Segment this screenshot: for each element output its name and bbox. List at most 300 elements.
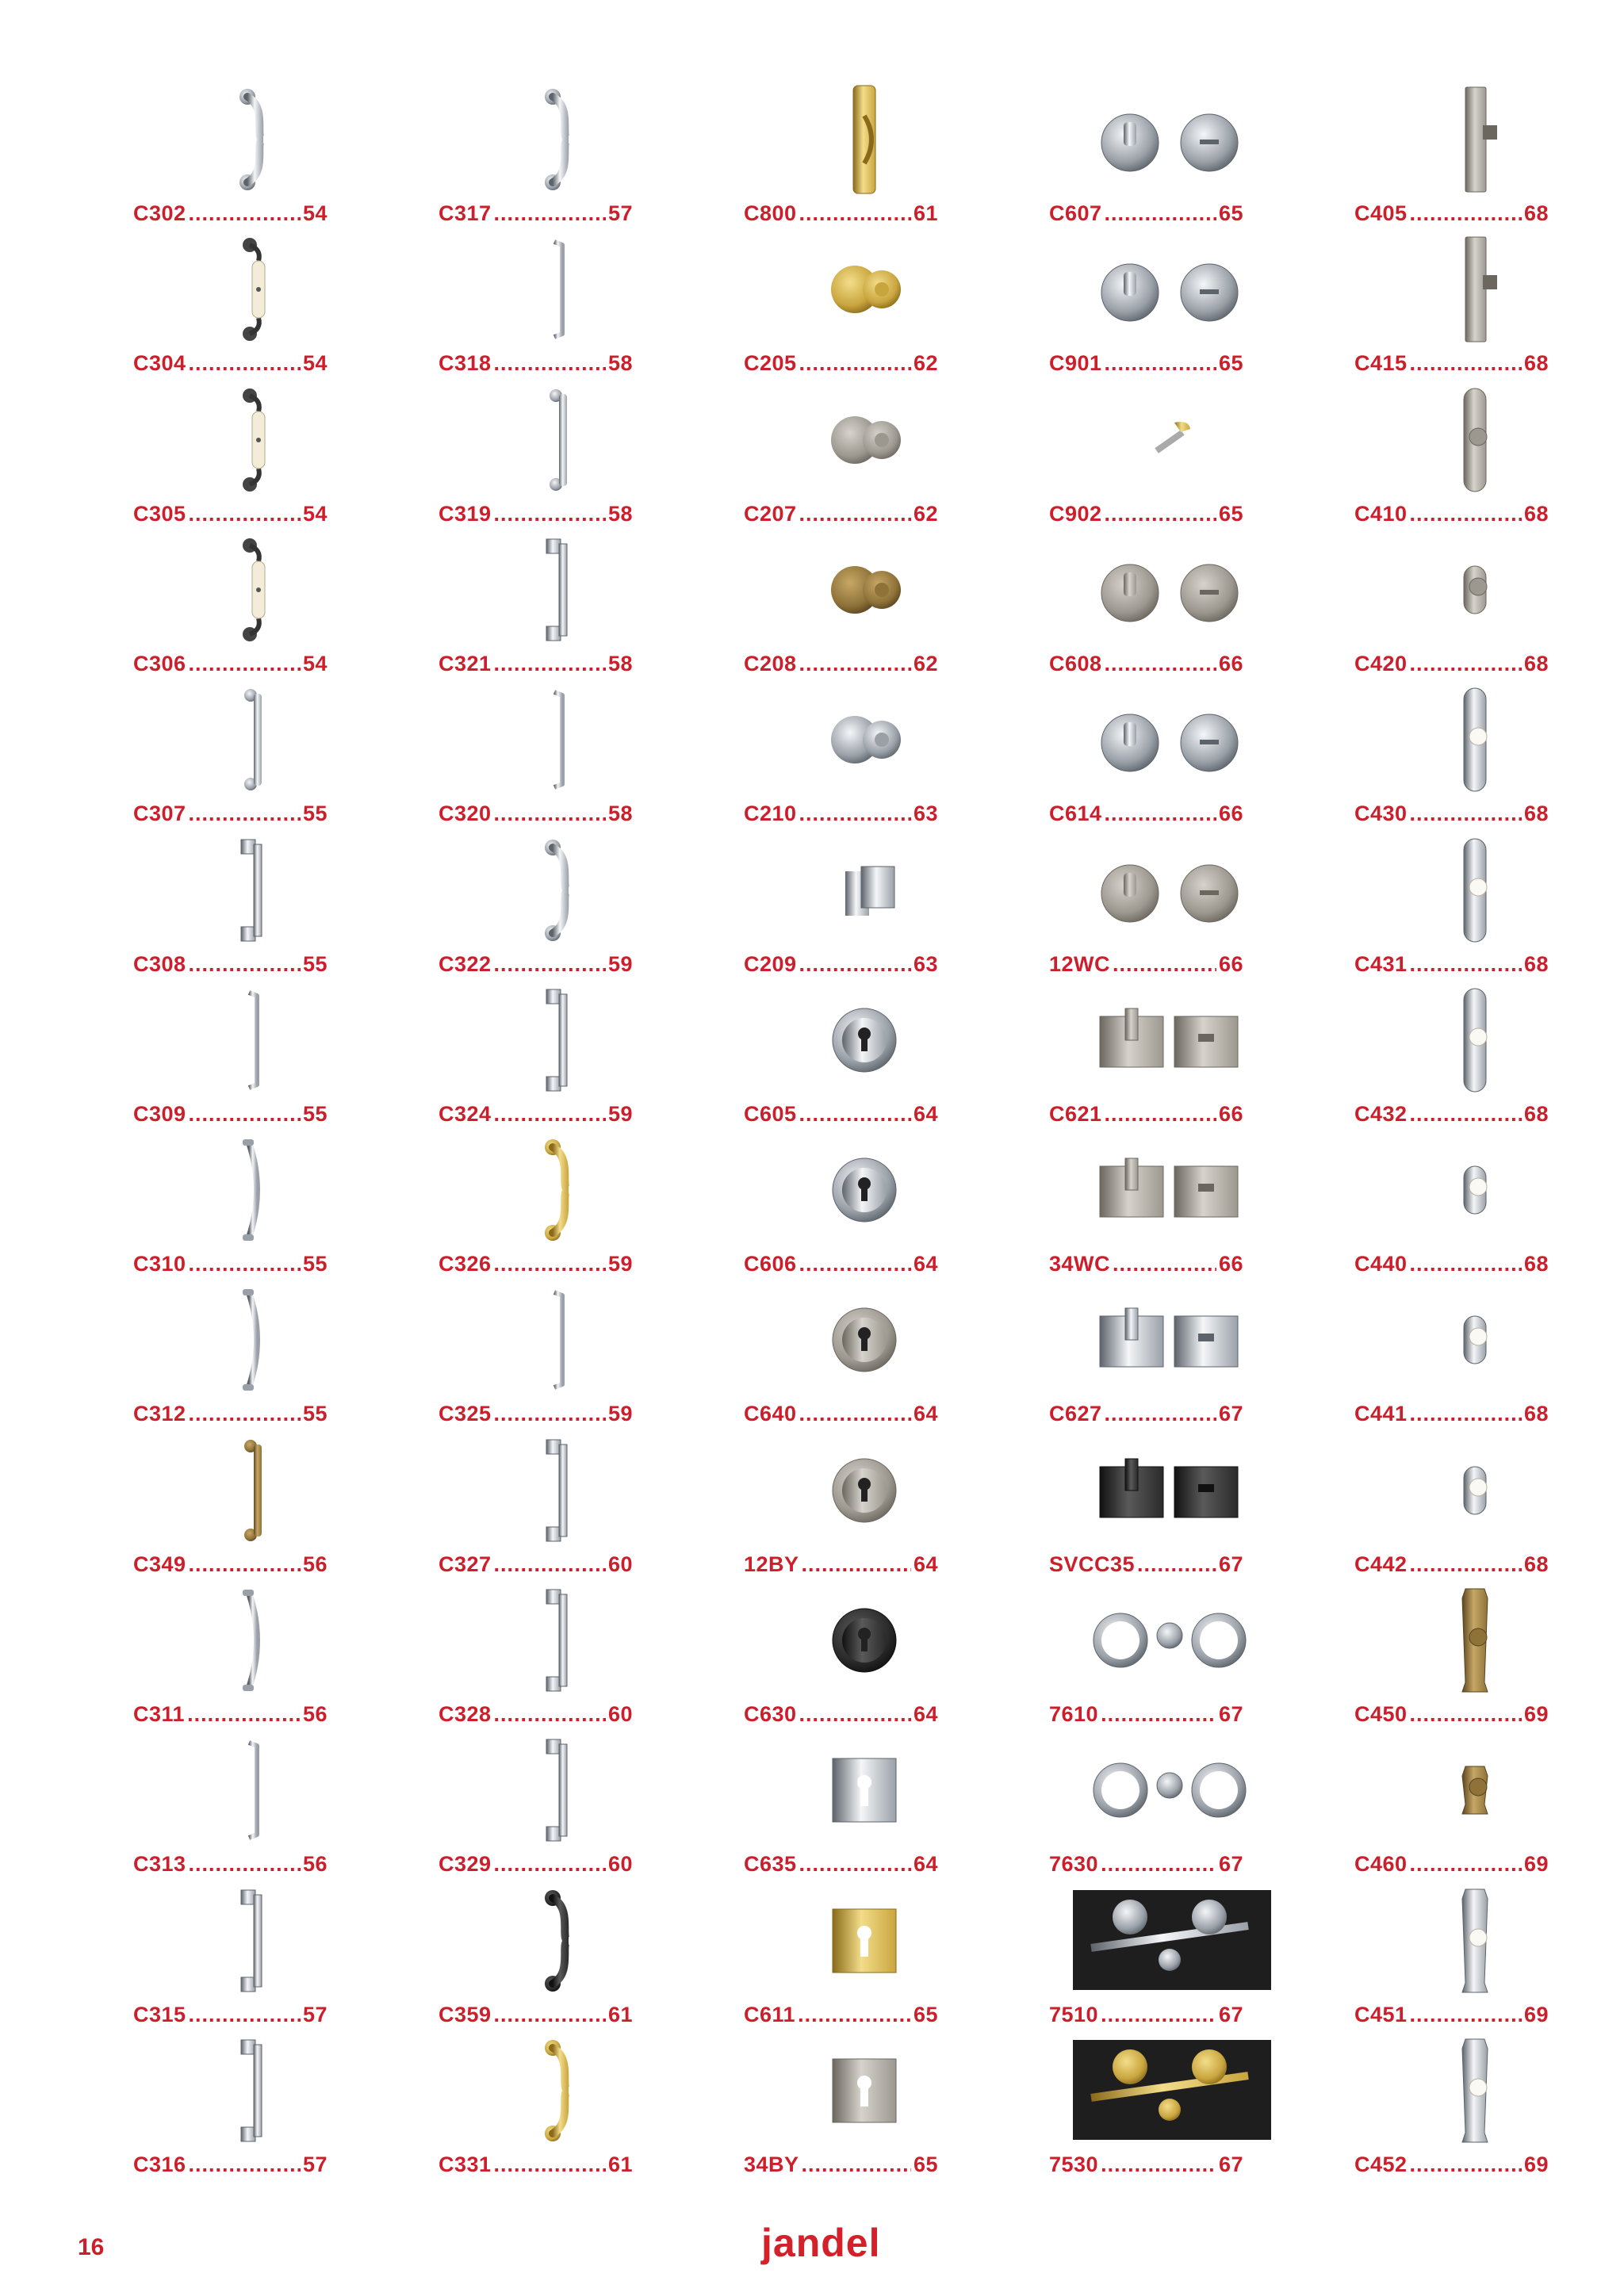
product-entry bbox=[432, 76, 670, 227]
dot-leader bbox=[802, 1552, 911, 1577]
product-code: C315 bbox=[133, 2003, 186, 2026]
product-code: 12BY bbox=[744, 1552, 799, 1576]
product-code: 7510 bbox=[1049, 2003, 1099, 2026]
product-caption bbox=[133, 652, 327, 676]
dot-leader bbox=[1105, 652, 1216, 676]
round-euro-escutcheon-chrome-icon bbox=[817, 1135, 912, 1246]
product-entry bbox=[1348, 1127, 1586, 1277]
dot-leader bbox=[802, 2152, 911, 2177]
dot-leader bbox=[799, 1702, 911, 1727]
product-entry bbox=[1348, 676, 1586, 827]
square-euro-escutcheon-brass-icon bbox=[817, 1885, 912, 1996]
product-entry bbox=[737, 1877, 975, 2028]
product-caption bbox=[439, 1552, 633, 1577]
product-page-ref: 63 bbox=[913, 802, 938, 825]
product-page-ref: 64 bbox=[913, 1702, 938, 1726]
product-entry bbox=[737, 827, 975, 978]
product-code: C329 bbox=[439, 1852, 492, 1876]
product-entry bbox=[432, 2027, 670, 2178]
product-caption bbox=[133, 1552, 327, 1577]
product-page-ref: 68 bbox=[1523, 502, 1549, 526]
product-page-ref: 65 bbox=[913, 2003, 938, 2026]
pull-handle-porcelain-icon bbox=[206, 234, 301, 345]
product-code: 7610 bbox=[1049, 1702, 1099, 1726]
product-image bbox=[817, 1135, 912, 1246]
product-caption bbox=[439, 802, 633, 826]
product-page-ref: 54 bbox=[302, 502, 327, 526]
product-entry bbox=[127, 1577, 365, 1728]
product-caption bbox=[1049, 1402, 1243, 1426]
dot-leader bbox=[1101, 2003, 1216, 2027]
dot-leader bbox=[494, 1852, 606, 1877]
product-code: C318 bbox=[439, 351, 492, 375]
product-image bbox=[511, 84, 607, 195]
product-caption bbox=[744, 952, 938, 977]
product-page-ref: 66 bbox=[1218, 802, 1243, 825]
product-page-ref: 61 bbox=[607, 2152, 633, 2176]
product-page-ref: 68 bbox=[1523, 652, 1549, 675]
product-caption bbox=[439, 2152, 633, 2177]
product-image bbox=[511, 985, 607, 1096]
product-entry bbox=[737, 676, 975, 827]
product-code: C606 bbox=[744, 1252, 797, 1276]
product-entry bbox=[432, 827, 670, 978]
product-caption bbox=[133, 201, 327, 226]
product-image bbox=[206, 1885, 301, 1996]
product-page-ref: 60 bbox=[607, 1852, 633, 1876]
product-image bbox=[206, 1585, 301, 1696]
product-image bbox=[817, 84, 912, 195]
dot-leader bbox=[1113, 1252, 1216, 1276]
dot-leader bbox=[189, 2152, 301, 2177]
product-code: SVCC35 bbox=[1049, 1552, 1136, 1576]
product-entry bbox=[1043, 827, 1281, 978]
dot-leader bbox=[189, 1852, 301, 1877]
satin-slide-bolt-icon bbox=[1427, 84, 1522, 195]
product-code: C440 bbox=[1354, 1252, 1408, 1276]
dot-leader bbox=[1410, 1852, 1522, 1877]
product-caption bbox=[1354, 201, 1549, 226]
product-page-ref: 61 bbox=[913, 201, 938, 225]
product-image bbox=[206, 234, 301, 345]
product-code: C327 bbox=[439, 1552, 492, 1576]
product-caption bbox=[439, 1102, 633, 1127]
product-caption bbox=[1354, 502, 1549, 526]
product-code: C441 bbox=[1354, 1402, 1408, 1425]
dot-leader bbox=[799, 351, 911, 376]
product-caption bbox=[439, 2003, 633, 2027]
product-image bbox=[206, 2035, 301, 2146]
product-code: C322 bbox=[439, 952, 492, 976]
pull-handle-brass-ornate-icon bbox=[511, 1135, 607, 1246]
product-page-ref: 66 bbox=[1218, 1102, 1243, 1126]
product-entry bbox=[1348, 526, 1586, 677]
product-caption bbox=[1049, 1102, 1243, 1127]
product-entry bbox=[1348, 977, 1586, 1127]
product-code: C359 bbox=[439, 2003, 492, 2026]
product-code: C313 bbox=[133, 1852, 186, 1876]
dot-leader bbox=[1101, 1702, 1216, 1727]
pull-handle-slim-icon bbox=[206, 1735, 301, 1846]
dot-leader bbox=[494, 1102, 606, 1127]
dot-leader bbox=[494, 1552, 606, 1577]
product-entry bbox=[432, 977, 670, 1127]
product-image bbox=[1122, 1735, 1217, 1846]
product-image bbox=[1122, 385, 1217, 496]
product-code: C331 bbox=[439, 2152, 492, 2176]
product-image bbox=[817, 684, 912, 795]
product-image bbox=[511, 835, 607, 946]
product-caption bbox=[1354, 1252, 1549, 1276]
product-entry bbox=[1043, 1877, 1281, 2028]
product-code: C349 bbox=[133, 1552, 186, 1576]
product-entry bbox=[127, 526, 365, 677]
product-code: C902 bbox=[1049, 502, 1102, 526]
product-caption bbox=[1049, 201, 1243, 226]
product-page-ref: 68 bbox=[1523, 201, 1549, 225]
pull-handle-square-rose-icon bbox=[206, 1885, 301, 1996]
product-image bbox=[511, 534, 607, 645]
dot-leader bbox=[799, 201, 911, 226]
product-page-ref: 58 bbox=[607, 351, 633, 375]
small-plate-porcelain-knob-icon bbox=[1427, 1135, 1522, 1246]
product-entry bbox=[1348, 226, 1586, 377]
product-image bbox=[1122, 1135, 1217, 1246]
product-page-ref: 66 bbox=[1218, 1252, 1243, 1276]
brass-door-knob-icon bbox=[817, 234, 912, 345]
product-caption bbox=[133, 502, 327, 526]
dot-leader bbox=[189, 1102, 301, 1127]
product-page-ref: 68 bbox=[1523, 1402, 1549, 1425]
product-caption bbox=[133, 802, 327, 826]
product-code: C410 bbox=[1354, 502, 1408, 526]
product-page-ref: 64 bbox=[913, 1552, 938, 1576]
product-caption bbox=[133, 952, 327, 977]
pull-handle-bow-icon bbox=[206, 84, 301, 195]
dot-leader bbox=[1105, 201, 1216, 226]
product-page-ref: 63 bbox=[913, 952, 938, 976]
chrome-mushroom-knob-icon bbox=[817, 684, 912, 795]
product-page-ref: 58 bbox=[607, 652, 633, 675]
product-image bbox=[1427, 985, 1522, 1096]
dot-leader bbox=[1410, 1252, 1522, 1276]
dot-leader bbox=[1137, 1552, 1216, 1577]
small-ornate-plate-bronze-icon bbox=[1427, 1735, 1522, 1846]
sliding-lock-kit-chrome-icon bbox=[1122, 1885, 1217, 1996]
small-plate-porcelain-knob-icon bbox=[1427, 1284, 1522, 1395]
square-euro-escutcheon-chrome-icon bbox=[817, 1735, 912, 1846]
product-page-ref: 65 bbox=[913, 2152, 938, 2176]
product-entry bbox=[432, 377, 670, 527]
dot-leader bbox=[799, 1252, 911, 1276]
product-page-ref: 55 bbox=[302, 952, 327, 976]
oval-plate-knob-satin-icon bbox=[1427, 385, 1522, 496]
product-caption bbox=[1354, 2003, 1549, 2027]
product-caption bbox=[1354, 351, 1549, 376]
product-caption bbox=[1049, 351, 1243, 376]
pull-handle-square-rose-icon bbox=[206, 835, 301, 946]
product-image bbox=[817, 1284, 912, 1395]
product-entry bbox=[1348, 1727, 1586, 1877]
product-page-ref: 58 bbox=[607, 502, 633, 526]
product-entry bbox=[432, 1427, 670, 1578]
product-page-ref: 54 bbox=[302, 652, 327, 675]
product-page-ref: 58 bbox=[607, 802, 633, 825]
product-caption bbox=[439, 652, 633, 676]
product-entry bbox=[432, 526, 670, 677]
product-page-ref: 59 bbox=[607, 952, 633, 976]
product-entry bbox=[1043, 1577, 1281, 1728]
dot-leader bbox=[189, 502, 301, 526]
product-entry bbox=[432, 676, 670, 827]
product-entry bbox=[1043, 1276, 1281, 1427]
product-code: C305 bbox=[133, 502, 186, 526]
pull-handle-square-rose-icon bbox=[511, 1585, 607, 1696]
dot-leader bbox=[494, 201, 606, 226]
product-image bbox=[817, 1585, 912, 1696]
product-page-ref: 67 bbox=[1218, 1402, 1243, 1425]
product-page-ref: 69 bbox=[1523, 1702, 1549, 1726]
product-image bbox=[817, 835, 912, 946]
product-entry bbox=[1043, 377, 1281, 527]
product-code: 7630 bbox=[1049, 1852, 1099, 1876]
product-page-ref: 57 bbox=[607, 201, 633, 225]
pull-handle-porcelain-icon bbox=[206, 385, 301, 496]
product-image bbox=[1427, 1585, 1522, 1696]
brass-t-key-icon bbox=[1122, 385, 1217, 496]
dot-leader bbox=[189, 652, 301, 676]
dot-leader bbox=[1101, 2152, 1216, 2177]
product-code: C210 bbox=[744, 802, 797, 825]
pull-handle-thin-icon bbox=[511, 684, 607, 795]
product-caption bbox=[744, 1252, 938, 1276]
product-code: C627 bbox=[1049, 1402, 1102, 1425]
product-entry bbox=[1348, 76, 1586, 227]
product-entry bbox=[737, 1727, 975, 1877]
product-code: C312 bbox=[133, 1402, 186, 1425]
product-page-ref: 67 bbox=[1218, 1552, 1243, 1576]
product-code: C640 bbox=[744, 1402, 797, 1425]
product-entry bbox=[127, 1877, 365, 2028]
product-entry bbox=[1043, 977, 1281, 1127]
product-entry bbox=[1348, 2027, 1586, 2178]
product-code: C420 bbox=[1354, 652, 1408, 675]
product-code: C310 bbox=[133, 1252, 186, 1276]
dot-leader bbox=[494, 2152, 606, 2177]
product-entry bbox=[432, 1727, 670, 1877]
product-image bbox=[206, 1284, 301, 1395]
product-caption bbox=[1049, 952, 1243, 977]
product-image bbox=[206, 385, 301, 496]
product-caption bbox=[744, 351, 938, 376]
dot-leader bbox=[187, 1702, 301, 1727]
product-entry bbox=[127, 827, 365, 978]
product-image bbox=[1427, 1135, 1522, 1246]
product-code: C431 bbox=[1354, 952, 1408, 976]
product-image bbox=[1427, 1284, 1522, 1395]
dot-leader bbox=[1113, 952, 1216, 977]
product-caption bbox=[1049, 1852, 1243, 1877]
product-image bbox=[206, 1735, 301, 1846]
dot-leader bbox=[1410, 201, 1522, 226]
dot-leader bbox=[1410, 2003, 1522, 2027]
product-image bbox=[1122, 534, 1217, 645]
product-caption bbox=[1049, 802, 1243, 826]
product-caption bbox=[1354, 952, 1549, 977]
product-code: C621 bbox=[1049, 1102, 1102, 1126]
product-code: C452 bbox=[1354, 2152, 1408, 2176]
product-code: C450 bbox=[1354, 1702, 1408, 1726]
product-image bbox=[206, 84, 301, 195]
product-entry bbox=[432, 1877, 670, 2028]
product-code: C605 bbox=[744, 1102, 797, 1126]
pull-handle-slim-icon bbox=[206, 985, 301, 1096]
product-caption bbox=[133, 1702, 327, 1727]
product-entry bbox=[737, 2027, 975, 2178]
product-page-ref: 67 bbox=[1218, 2003, 1243, 2026]
product-caption bbox=[439, 952, 633, 977]
satin-slide-bolt-icon bbox=[1427, 234, 1522, 345]
product-entry bbox=[432, 226, 670, 377]
product-entry bbox=[737, 1577, 975, 1728]
product-page-ref: 60 bbox=[607, 1552, 633, 1576]
product-caption bbox=[1354, 1552, 1549, 1577]
product-image bbox=[511, 1585, 607, 1696]
dot-leader bbox=[494, 952, 606, 977]
product-page-ref: 68 bbox=[1523, 351, 1549, 375]
product-page-ref: 68 bbox=[1523, 802, 1549, 825]
product-image bbox=[1122, 84, 1217, 195]
product-caption bbox=[1354, 2152, 1549, 2177]
product-entry bbox=[1043, 1127, 1281, 1277]
round-wc-turn-chrome-icon bbox=[1122, 684, 1217, 795]
product-image bbox=[817, 1885, 912, 1996]
pull-handle-brass-ornate-icon bbox=[511, 2035, 607, 2146]
pull-handle-dark-bronze-icon bbox=[206, 1435, 301, 1546]
product-caption bbox=[439, 1852, 633, 1877]
product-image bbox=[1122, 1435, 1217, 1546]
product-code: C800 bbox=[744, 201, 797, 225]
product-entry bbox=[127, 226, 365, 377]
product-entry bbox=[737, 226, 975, 377]
product-page-ref: 64 bbox=[913, 1252, 938, 1276]
product-code: C320 bbox=[439, 802, 492, 825]
product-image bbox=[511, 1284, 607, 1395]
dot-leader bbox=[189, 952, 301, 977]
pull-handle-straight-icon bbox=[206, 684, 301, 795]
product-image bbox=[511, 2035, 607, 2146]
oval-plate-porcelain-knob-icon bbox=[1427, 684, 1522, 795]
product-image bbox=[817, 234, 912, 345]
product-code: C901 bbox=[1049, 351, 1102, 375]
product-page-ref: 66 bbox=[1218, 952, 1243, 976]
dot-leader bbox=[1410, 1402, 1522, 1426]
dot-leader bbox=[189, 2003, 301, 2027]
product-image bbox=[511, 385, 607, 496]
pull-handle-square-rose-icon bbox=[511, 1435, 607, 1546]
product-code: C321 bbox=[439, 652, 492, 675]
product-image bbox=[817, 1435, 912, 1546]
product-entry bbox=[737, 977, 975, 1127]
product-image bbox=[1122, 835, 1217, 946]
product-image bbox=[1427, 684, 1522, 795]
product-entry bbox=[1348, 1427, 1586, 1578]
dot-leader bbox=[1105, 802, 1216, 826]
product-page-ref: 65 bbox=[1218, 351, 1243, 375]
dot-leader bbox=[1410, 2152, 1522, 2177]
product-code: 34BY bbox=[744, 2152, 799, 2176]
product-entry bbox=[127, 1427, 365, 1578]
product-entry bbox=[127, 76, 365, 227]
product-code: C304 bbox=[133, 351, 186, 375]
round-wc-turn-satin-icon bbox=[1122, 534, 1217, 645]
product-code: 12WC bbox=[1049, 952, 1111, 976]
product-image bbox=[817, 2035, 912, 2146]
pull-handle-twisted-icon bbox=[511, 835, 607, 946]
square-euro-escutcheon-satin-icon bbox=[817, 2035, 912, 2146]
pull-handle-square-rose-icon bbox=[511, 1735, 607, 1846]
product-entry bbox=[432, 1127, 670, 1277]
product-code: C611 bbox=[744, 2003, 796, 2026]
dot-leader bbox=[189, 1252, 301, 1276]
dot-leader bbox=[1410, 1702, 1522, 1727]
product-page-ref: 56 bbox=[302, 1852, 327, 1876]
product-image bbox=[1122, 1284, 1217, 1395]
product-page-ref: 55 bbox=[302, 802, 327, 825]
product-entry bbox=[737, 1276, 975, 1427]
page-number: 16 bbox=[78, 2234, 105, 2260]
product-caption bbox=[744, 802, 938, 826]
product-caption bbox=[1354, 1702, 1549, 1727]
product-page-ref: 64 bbox=[913, 1402, 938, 1425]
product-code: C630 bbox=[744, 1702, 797, 1726]
product-page-ref: 65 bbox=[1218, 201, 1243, 225]
dot-leader bbox=[1410, 1102, 1522, 1127]
product-caption bbox=[1354, 652, 1549, 676]
product-image bbox=[511, 1735, 607, 1846]
round-euro-escutcheon-satin-icon bbox=[817, 1435, 912, 1546]
product-code: C614 bbox=[1049, 802, 1102, 825]
pull-handle-bow-icon bbox=[511, 84, 607, 195]
product-code: C311 bbox=[133, 1702, 186, 1726]
product-image bbox=[511, 684, 607, 795]
product-page-ref: 65 bbox=[1218, 502, 1243, 526]
pull-handle-curved-icon bbox=[206, 1284, 301, 1395]
product-caption bbox=[1354, 1102, 1549, 1127]
round-flush-pull-chrome-icon bbox=[1122, 1585, 1217, 1696]
product-page-ref: 68 bbox=[1523, 1102, 1549, 1126]
pull-handle-black-icon bbox=[511, 1885, 607, 1996]
product-entry bbox=[737, 377, 975, 527]
product-caption bbox=[1049, 2152, 1243, 2177]
product-caption bbox=[133, 1102, 327, 1127]
product-code: C608 bbox=[1049, 652, 1102, 675]
product-caption bbox=[1049, 502, 1243, 526]
product-code: C207 bbox=[744, 502, 797, 526]
product-page-ref: 64 bbox=[913, 1852, 938, 1876]
product-code: C460 bbox=[1354, 1852, 1408, 1876]
square-wc-turn-chrome-icon bbox=[1122, 1284, 1217, 1395]
product-entry bbox=[737, 76, 975, 227]
product-caption bbox=[744, 1702, 938, 1727]
square-wc-turn-satin-icon bbox=[1122, 1135, 1217, 1246]
square-wc-turn-satin-icon bbox=[1122, 985, 1217, 1096]
product-caption bbox=[1354, 1402, 1549, 1426]
product-page-ref: 62 bbox=[913, 351, 938, 375]
product-caption bbox=[439, 201, 633, 226]
product-page-ref: 66 bbox=[1218, 652, 1243, 675]
bronze-door-knob-icon bbox=[817, 534, 912, 645]
